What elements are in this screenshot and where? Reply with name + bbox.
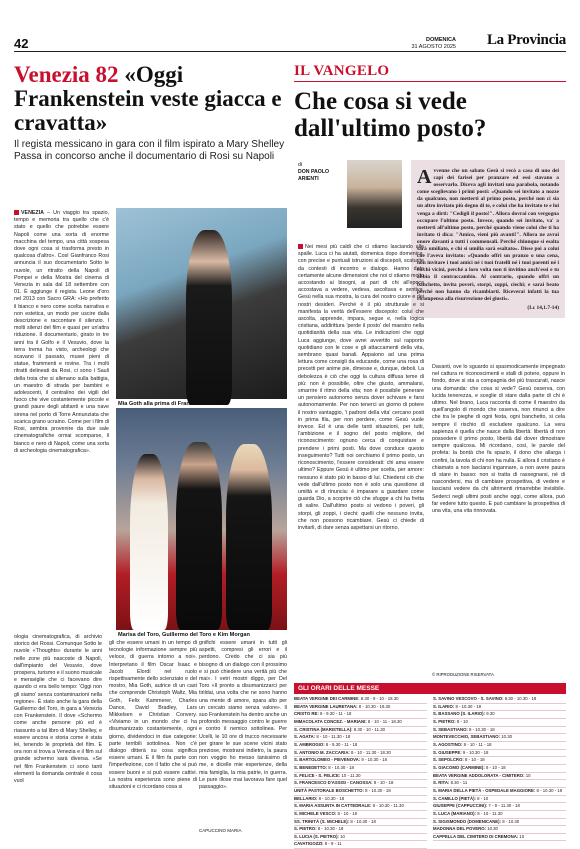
mass-schedule-row: S. BARTOLOMEO - PIEVENOVA: 9 - 10.30 - 18 (294, 757, 427, 765)
mass-schedule-row: IMMACOLATA CONCEZ. - MARIANI: 8 - 10 - 11 - 18.30 (294, 719, 427, 727)
article-marker-2 (298, 244, 303, 249)
mass-schedule-left (294, 696, 427, 849)
article-column-3: gli che essere umani in un tempo di tecnologie informazione sempre più veloce, di guerra intorno a noi». Interpretano il film Oscar Isaac e Jacob Elordi nel ruolo rispettivamente dello scienziato e del mostro, Mia Goth, autrice di un cast che comprende Christoph Waltz, Mia Goth, Felix Kammerer, Charles Dance, David Bradley, Lars Mikkelsen e Christian Convery. «Viviamo in un mondo che ci ha disumanizzato costantemente, ogni giorno, dividendoci in due categorie: parte terribili sottolinea. Non c'è dialogo ditterà su cosa significa essere umani. E il film fa parte con l'imperfezione, con il fatto che si può essere buoni e si può essere cattivi. La nostra esperienza sono piene di situazioni e ci ricordano cosa si (109, 640, 197, 791)
mass-schedule-row: S. CAMILLO (PIETÀ): 8 - 10 (433, 796, 566, 804)
mass-schedule-row: UNITÀ PASTORALE BOSCHETTO: 8 - 10.30 - 18 (294, 788, 427, 796)
article-col1-text: – Un viaggio tra spazio, tempo e memoria tra quello che c'è stato e quello che potrebbe essere Napoli come una sorta di enorme macchina del tempo, una città sospesa dove ogni cosa si trasforma presto in qualcosa d'altro». Così Gianfranco Rosi annuncia il suo documentario Sotto le nuvole, un ritratto della Napoli di Pompei e della Mostra del cinema di Venezia in sala dal 18 settembre con 01. È aggiunge il regista. Leone d'oro nel 2013 con Sacro GRA: «Ho preferito il bianco e nero come scelta narrativa e non estetica, un modo per uscire dalla descrizione e raccontare il silenzio. I molti silenzi del film e quasi per un'attra riduzione. Il documentario, girato in tre anni tra il Golfo e il Vesuvio, dove la terra trema ha visto, archeologi che scavano il passato, musei pieni di statue, frammenti e rovine. Tra i molti ritratti delineati da Rosi, ci sono i Sauli della troia che si allenano sulla battigia, un maestro di strada per bambini e adolescenti, il centralino dei vigili del fuoco che vive costantemente piccole e grandi paure degli abitanti e una nave sirena nel porto di Torre Annunziata che scarica grano ucraino. Come per i film di Rosi, sembra provenire da due sale cinematografiche ormai scomparse, il bianco e nero di Napoli, come una sorta di archeologia cinematografica». (14, 210, 109, 454)
gospel-reference: (Lc 14,1.7-14) (527, 304, 559, 311)
mass-schedule-row: S. SEPOLCRO: 8 - 10 - 18 (433, 757, 566, 765)
mass-schedule-row: S. SIGISMONDO (DOMENICANE): 8 - 10.30 (433, 819, 566, 827)
mass-schedule-row: S. LUCA (MARIANO): 8 - 10 - 11.30 (433, 811, 566, 819)
mass-schedule-row: S. FELICE - S. FELICE: 10 - 11.30 (294, 773, 427, 781)
vangelo-title: Che cosa si vede dall'ultimo posto? (294, 88, 487, 142)
mass-schedule-row: SS. TRINITÀ (S. MICHELE): 8 - 10.30 - 18 (294, 819, 427, 827)
mass-schedule (294, 683, 566, 849)
article-column-4: gnifichi essere umani in tutti gli aspetti, compresi gli errori e il perdono. Credo che ci sia più bisogno di un dialogo con il prossimo e si può chiedere una verità più che mai». I vetri mostri diggo, per Del Toro «Il pronto a disumanizzarci per tirildai, una volta che ne sono hanno una mente di amore, spara alto per un cercato siamo senza valore». Il suo Frankenstein ha dentro anche un profondo messaggio contro le guerre e contro il nemico sottolinea. Per Ucelli, le 10 ore di trucco necessarie per girare le sue scene vicini stato preziose, mostrarsi indietro, la paura non voggio ho messo tanissimo di me, e dicelle mie esperienze, della mia famiglia, la mia patrie, in guerra. Le pure illose mai lavorava fare quel passaggio». (199, 640, 287, 791)
mass-schedule-row: S. PIETRO: 8 - 10 (433, 719, 566, 727)
mass-schedule-row: S. FRANCESCO D'ASSISI - CANOSSA: 8 - 10 - 18 (294, 780, 427, 788)
mass-schedule-row: BELLARIO: 8 - 10.30 - 18 (294, 796, 427, 804)
article-column-2: ologia cinematografica, di archivio storico dei Rossi. Comunque Sotto le nuvole «Thoughts» durante le anni nelle zone più nascoste di Napoli, dall'impianto del Vesuvio, dove prospera, turismo e il suono musicale e meraviglie che ci facevano dire quando ci era bello tempo: 'Oggi non gli siamo' senza contaminazioni nella regione». È stato anche la gara della Guillermo del Toro, in gara a Venezia con Frankenstein. Il dove «Schermo come anche persone più ed è riassunto a tal libro di Mary Shelley, e essere ancora e storia come è stata lei, tenendo le proprietà del film. E ora non si trova a Venezia e il film sul grande schermo sarà diversa. «Se nel film Frankenstein ci sono tanti elementi la domanda centrale è cosa vuol (14, 634, 102, 785)
issue-day: DOMENICA (426, 37, 456, 43)
headline-text: «Oggi Frankenstein veste giacca e cravatta» (14, 62, 282, 135)
author-portrait (347, 160, 402, 228)
article-column-1 (14, 210, 109, 634)
photo-figure-left (130, 454, 168, 630)
mass-schedule-row: S. SEBASTIANO: 8 - 10.30 - 18 (433, 727, 566, 735)
photo-del-toro-group (116, 408, 287, 630)
photo-figure (186, 230, 232, 405)
mass-schedule-row: S. MARIA DELLA PIETÀ - OSPEDALE MAGGIORE: 8 - 10.30 - 19 (433, 788, 566, 796)
mass-schedule-row: S. GIUSEPPE: 9 - 10.30 - 18 (433, 750, 566, 758)
mass-schedule-row: GIUSEPPE (CAPPUCCINI): 7 - 9 - 11.30 - 18 (433, 803, 566, 811)
mass-schedule-title: GLI ORARI DELLE MESSE (294, 683, 566, 694)
mass-schedule-row: BEATA VERGINE ADDOLORATA - CIMITERO: 10 (433, 773, 566, 781)
mass-schedule-row: S. AGOSTINO: 8 - 10 - 11 - 18 (433, 742, 566, 750)
author-byline (298, 162, 344, 183)
photo-mia-goth (116, 208, 287, 399)
article-venezia (14, 63, 288, 163)
author-name: DON PAOLO ARIENTI (298, 169, 330, 182)
mass-schedule-row: MADONNA DEL POVERO: 10.30 (433, 826, 566, 834)
mass-schedule-row: S. BASSANO (S. ILARIO): 9.30 (433, 711, 566, 719)
section-title: IL VANGELO (294, 63, 566, 82)
mass-schedule-row: S. AGATA: 8 - 10 - 11.30 - 18 (294, 734, 427, 742)
headline-kicker: Venezia 82 (14, 62, 119, 87)
photo-caption-2: Marisa del Toro, Guillermo del Toro e Kim Morgan (118, 632, 250, 638)
article-headline (14, 63, 288, 135)
vangelo-column-2: Davanti, ove lo sguardo si spasmodicamente impegnato nel cattura re riconoscimenti e stalli di potere, oppure in fondo, dove si sta a compagnia dei più trascurati, nasce una domanda: che cosa si vede? Gesù osserva, con lucida tenerezza, e sceglie di stare dalla parte di chi è ultimo. Nel brano, Luca racconta di come il maestro da quell'angolo di mondo che osserva, non rinunci a dire che tra le pieghe di ogni festa, ogni banchetto, si cela sempre il rischio di escludere qualcuno. La vera sapienza è quella che nasce dalla libertà: libertà di non possedere il primo posto, libertà dal dover dimostrare sempre qualcosa. Mi ricordano, così, le parole del profeta: la bontà che fa spazio, il dono che allarga i confini, la tavola di chi non ha nulla. E allora il cristiano è chiamato a non lasciarsi ingannare, a non avere paura di stare in basso: non si tratta di rassegnarsi, né di nascondersi, ma di cambiare prospettiva, di vedere e lasciarsi vedere da chi altrimenti rimarrebbe invisibile. Sederci negli ultimi posti anche oggi, come allora, può far vedere tutto questo. E può cambiare la prospettiva di una vita, una vita rinnovata. (432, 364, 565, 515)
mass-schedule-row: CAPPELLA DEL CIMITERO DI CREMONA: 10 (433, 834, 566, 842)
mass-schedule-row: S. SAVINO VESCOVO - S. SAVINO: 8.30 - 10.30 - 18 (433, 696, 566, 704)
mass-schedule-row: S. BENEDETTO: 8 - 10.30 - 18 (294, 765, 427, 773)
section-header (294, 63, 566, 82)
page-number: 42 (14, 36, 29, 51)
mass-schedule-row: S. AMBROGIO: 8 - 9.30 - 11 - 18 (294, 742, 427, 750)
gospel-text: vvenne che un sabato Gesù si recò a casa di uno dei capi dei farisei per pranzare ed essi stavano a osservarlo. Diceva agli invitati una parabola, notando come sceglievano i primi posti: «Quando sei invitato a nozze da qualcuno, non metterti al primo posto, perché non ci sia un altro invitato più degno di te, e colui che ha invitato te e lui venga a dirti: "Cedigli il posto!". Allora dovrai con vergogna occupare l'ultimo posto. Invece, quando sei invitato, va' a metterti all'ultimo posto, perché quando viene colui che ti ha invitato ti dica: "Amico, vieni più avanti!". Allora ne avrai onore davanti a tutti i commensali. Perché chiunque si esalta sarà umiliato, e chi si umilia sarà esaltato». Disse poi a colui che l'aveva invitato: «Quando offri un pranzo o una cena, non invitare i tuoi amici né i tuoi fratelli né i tuoi parenti né i ricchi vicini, perché a loro volta non ti invitino anch'essi e tu abbia il contraccambio. Al contrario, quando offri un banchetto, invita poveri, storpi, zoppi, ciechi; e sarai beato perché non hanno da ricambiarti. Riceverai infatti la tua ricompensa alla risurrezione dei giusti». (417, 168, 560, 302)
mass-schedule-row: S. GIACOMO (CARMINE): 8 - 10 - 18 (433, 765, 566, 773)
article-standfirst: Il regista messicano in gara con il film ispirato a Mary Shelley Passa in concorso anche il documentario di Rosi su Napoli (14, 139, 285, 162)
vangelo-column-1 (298, 244, 424, 676)
mass-schedule-row: S. MARIA ASSUNTA IN CATTEDRALE: 8 - 10.30 - 11.30 (294, 803, 427, 811)
mass-schedule-row: BEATA VERGINE LAURETANA: 8 - 10.30 - 18.30 (294, 704, 427, 712)
photo-figure-right (226, 444, 272, 630)
issue-date (411, 37, 456, 51)
mass-schedule-row: BEATA VERGINE DEI CARMINE: 8.30 - 9 - 10 - 18.30 (294, 696, 427, 704)
mass-schedule-row: S. MICHELE VESCO: 8 - 10 - 18 (294, 811, 427, 819)
mass-schedule-row: CRISTO RE: 8 - 9.30 - 11 - 18 (294, 711, 427, 719)
gospel-drop-cap: A (417, 166, 432, 188)
mass-schedule-row: S. PIETRO: 8 - 10.30 - 18 (294, 826, 427, 834)
mass-schedule-row: S. CRISTINA (MARISTELLA): 8.30 - 10 - 11.30 (294, 727, 427, 735)
page-header (0, 0, 580, 52)
vangelo-col1-text: Nei mesi più caldi che ci stiamo lasciando alle spalle. Luca ci ha aiutati, domenica dopo domenica, con precise e puntuali istruzioni ai discepoli, scaturite da contesti di incontro e dialogo. Hanno dato certamente alcune dimensioni che noi ci stiamo molto accostando ai bisogni, ai pari di chi all'epoca accostava a vedere, vedeva, ascoltava e sentiva. Gesù nella sua mostra, la cura del nostro cuore e dei nostri desideri. Perché è il più strutturale e si manifesta la verità dell'essere discepolo: colui che ascolta, apprende, impara, segue e, nella logica cristiana, addirittura 'perde il posto' del maestro nella quotidianità della sua vita. Le indicazioni che oggi Luca aggiunge, dove avrei avvertito sul rapporto quotidiano con le cose e gli attaccamenti della vita, sembrano quasi banali. Appaiono ad una prima lettura come consigli da educande, come una rosa di precetti per anime pie, dimesse e, dunque, deboli. La debolezza è ciò che oggi la cultura diffusa teme di più: non è possibile, oltre che giusto, ammalarsi, smarrire il ritmo della vita; non è possibile generare un pensiero autonomo senza dover schivare e farsi autonomamente. Per non tenerci un giorno di potere il nostro vantaggio, 'i padroni della vita' cercano posti in prima fila, per non perdere, come Gesù vuole invece. Ed è una delle tanti situazioni, per tutti, l'ambizione e il sogno del posto migliore, del riconoscimento: ognuno cerca di conquistare e prendere i primi posti. Ma dove conduce questo inseguimento? Tutti noi cerchiamo il primo posto, un riconoscimento, l'essere considerati: chi ama essere ultimo? Eppure Gesù è ultimo per scelta, per amore: nessuno è stato più in basso di lui. Chiedersi ciò che vede dall'ultimo posto non è solo una questione di umiltà e di rinuncia: è imparare a guardare come guarda Dio, a scoprire ciò che sfugge a chi ha fretta di salire. Dall'ultimo posto si vedono i poveri, gli storpi, gli zoppi, i ciechi: quelli che nessuno invita, che non possono ricambiare. Gesù ci chiede di invitarli, di dare senza aspettarsi un ritorno. (298, 244, 424, 531)
mass-schedule-row: MONTEVECCHIO, SEBASTIANO: 10.30 (433, 734, 566, 742)
vangelo-signature: © RIPRODUZIONE RISERVATA (432, 672, 494, 677)
mass-schedule-row: S. RITA: 8.30 - 11 (433, 780, 566, 788)
newspaper-brand: La Provincia (486, 32, 566, 48)
article-marker (14, 210, 19, 215)
header-rule (14, 51, 566, 52)
mass-schedule-right (433, 696, 566, 849)
photo-caption-1: Mia Goth alla prima di Frankenstein (118, 401, 213, 407)
mass-schedule-row: S. LUCIA (S. PIETRO): 10 (294, 834, 427, 842)
gospel-box (411, 160, 565, 318)
issue-date-text: 31 AGOSTO 2025 (411, 44, 456, 50)
mass-schedule-row: S. ILARIO: 8 - 10.30 - 18 (433, 704, 566, 712)
author-prefix: di (298, 162, 303, 168)
mass-schedule-row: S. ANTONIO M. ZACCARIA: 8 - 10 - 11.30 - 18.30 (294, 750, 427, 758)
article-signature: CAPUCCINO MARIA (199, 828, 242, 833)
mass-schedule-row: CAVATIGOZZI: 8 - 9 - 11 (294, 841, 427, 849)
photo-figure-center (176, 442, 222, 630)
article-lead-word: VENEZIA (21, 210, 44, 216)
